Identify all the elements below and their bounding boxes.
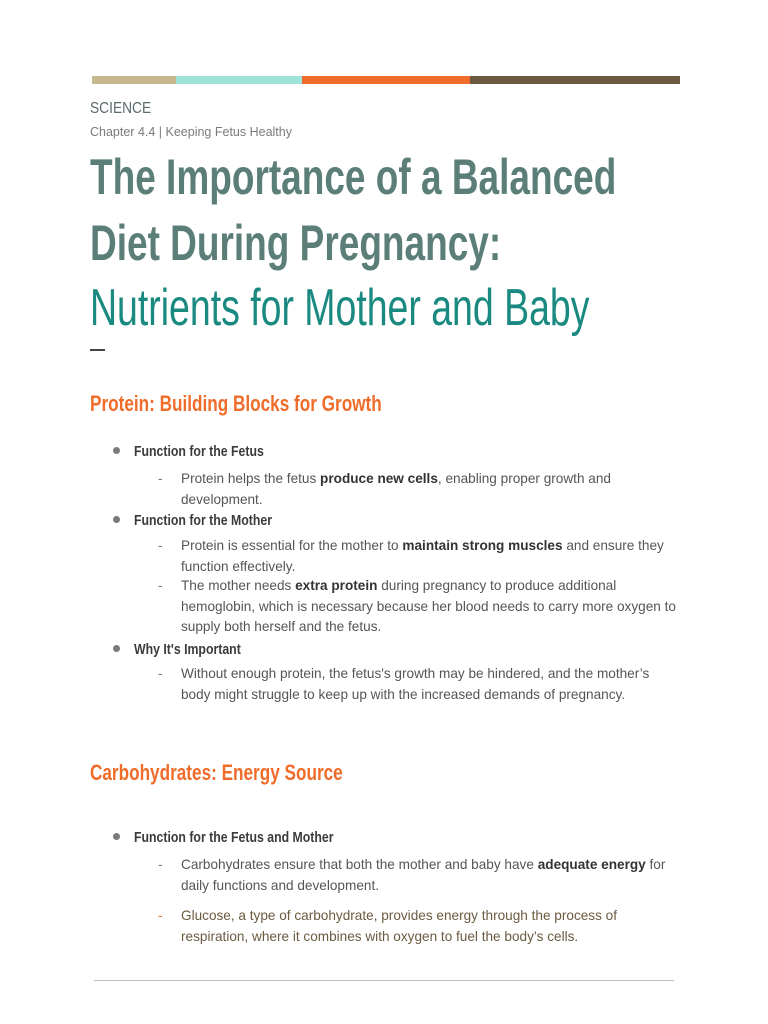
sub-item: - Glucose, a type of carbohydrate, provides energy through the process of respiration, where it combines with oxygen to fuel the body’s cells. — [158, 908, 618, 944]
bullet-dot-icon — [113, 645, 120, 652]
bullet-dot-icon — [113, 833, 120, 840]
bullet-item: Function for the Fetus and Mother — [113, 829, 377, 846]
color-bar-segment-brown — [470, 76, 680, 84]
bullet-item: Function for the Fetus — [113, 443, 292, 460]
color-bar-segment-orange — [302, 76, 470, 84]
dash-icon: - — [158, 538, 163, 553]
dash-icon: - — [158, 857, 163, 872]
title-line: Diet During Pregnancy: — [90, 215, 502, 271]
bullet-dot-icon — [113, 447, 120, 454]
bullet-item: Why It's Important — [113, 641, 264, 658]
subject-label: SCIENCE — [90, 100, 152, 117]
title-line: The Importance of a Balanced — [90, 149, 617, 205]
dash-icon: - — [158, 666, 163, 681]
title-divider — [90, 349, 105, 351]
color-bar-segment-tan — [92, 76, 176, 84]
bullet-item: Function for the Mother — [113, 512, 302, 529]
page-title — [90, 144, 617, 276]
dash-icon: - — [158, 908, 163, 923]
footer-divider — [94, 980, 674, 981]
chapter-label: Chapter 4.4 | Keeping Fetus Healthy — [90, 125, 292, 139]
section-heading-carbohydrates: Carbohydrates: Energy Source — [90, 760, 343, 785]
sub-item: - Protein is essential for the mother to maintain strong muscles and ensure they function effectively. — [158, 538, 664, 574]
sub-item: - Carbohydrates ensure that both the mother and baby have adequate energy for daily functions and development. — [158, 857, 666, 893]
sub-item: - Without enough protein, the fetus's growth may be hindered, and the mother’s body might struggle to keep up with the increased demands of pregnancy. — [158, 666, 650, 702]
sub-item: - Protein helps the fetus produce new cells, enabling proper growth and development. — [158, 471, 611, 507]
dash-icon: - — [158, 471, 163, 486]
section-heading-protein: Protein: Building Blocks for Growth — [90, 391, 382, 416]
bullet-dot-icon — [113, 516, 120, 523]
dash-icon: - — [158, 578, 163, 593]
page-subtitle: Nutrients for Mother and Baby — [90, 279, 590, 337]
decorative-color-bar — [92, 76, 680, 84]
sub-item: - The mother needs extra protein during pregnancy to produce additional hemoglobin, which is necessary because her blood needs to carry more oxygen to supply both herself and the fetus. — [158, 578, 676, 634]
color-bar-segment-mint — [176, 76, 302, 84]
